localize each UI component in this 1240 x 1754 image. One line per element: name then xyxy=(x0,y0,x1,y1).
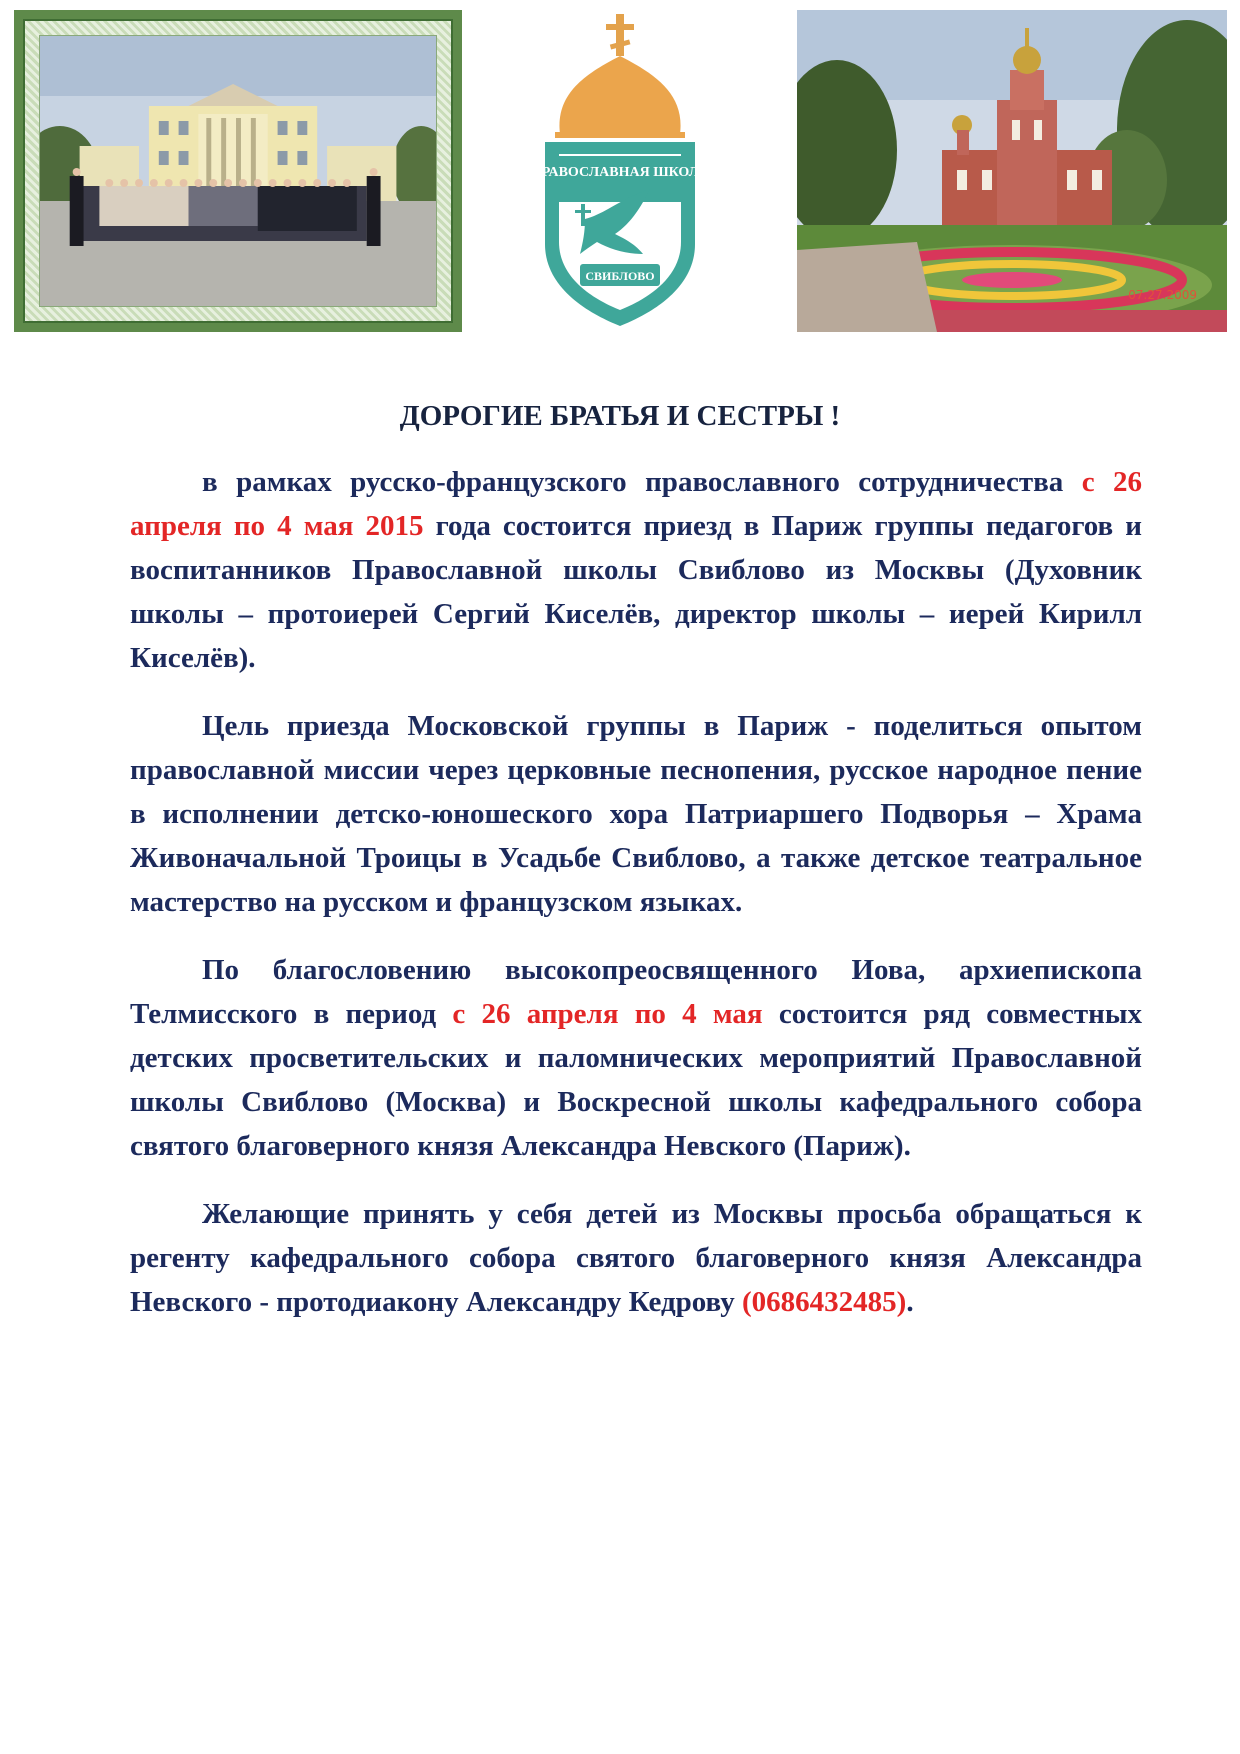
paragraph-blessing-rest: состоится ряд совместных детских просветительских и паломнических мероприятий Православной школы Свиблово (Москва) и Воскресной школы кафедрального собора святого благоверного князя Александра Невского (Париж). xyxy=(130,998,1142,1162)
paragraph-contact-end: . xyxy=(906,1286,914,1318)
school-group-photo-frame xyxy=(14,10,462,332)
paragraph-blessing xyxy=(130,948,1142,1168)
paragraph-contact-lead: Желающие принять у себя детей из Москвы просьба обращаться к регенту кафедрального собора святого благоверного князя Александра Невского - протодиакону Александру Кедрову xyxy=(130,1198,1142,1318)
header-images xyxy=(0,0,1240,340)
event-dates: с 26 апреля по 4 мая xyxy=(452,998,763,1030)
church-photo-image xyxy=(797,10,1227,332)
photo-date-stamp: 07.27.2009 xyxy=(1128,288,1197,302)
church-garden-photo xyxy=(797,10,1227,332)
paragraph-visit-lead: в рамках русско-французского православного сотрудничества xyxy=(202,466,1082,498)
letter-body xyxy=(130,460,1142,1348)
paragraph-blessing-lead: По благословению высокопреосвященного Иова, архиепископа Телмисского в период xyxy=(130,954,1142,1030)
paragraph-purpose: Цель приезда Московской группы в Париж - поделиться опытом православной миссии через церковные песнопения, русское народное пение в исполнении детско-юношеского хора Патриаршего Подворья – Храма Живоначальной Троицы в Усадьбе Свиблово, а также детское театральное мастерство на русском и французском языках. xyxy=(130,710,1142,918)
page-title: ДОРОГИЕ БРАТЬЯ И СЕСТРЫ ! xyxy=(399,400,841,432)
paragraph-visit-rest: года состоится приезд в Париж группы педагогов и воспитанников Православной школы Свиблово из Москвы (Духовник школы – протоиерей Сергий Киселёв, директор школы – иерей Кирилл Киселёв). xyxy=(130,510,1142,674)
visit-dates: с 26 апреля по 4 мая 2015 xyxy=(130,466,1142,542)
paragraph-visit xyxy=(130,460,1142,680)
school-logo-emblem xyxy=(525,14,715,332)
logo-top-text: ПРАВОСЛАВНАЯ ШКОЛА xyxy=(530,165,710,180)
cross-icon xyxy=(606,14,634,56)
school-logo xyxy=(525,14,715,332)
paragraph-contact xyxy=(130,1192,1142,1324)
contact-phone: (0686432485) xyxy=(741,1286,907,1318)
photo-mat xyxy=(23,19,453,323)
school-group-photo xyxy=(39,35,437,307)
logo-bottom-text: СВИБЛОВО xyxy=(585,269,655,283)
